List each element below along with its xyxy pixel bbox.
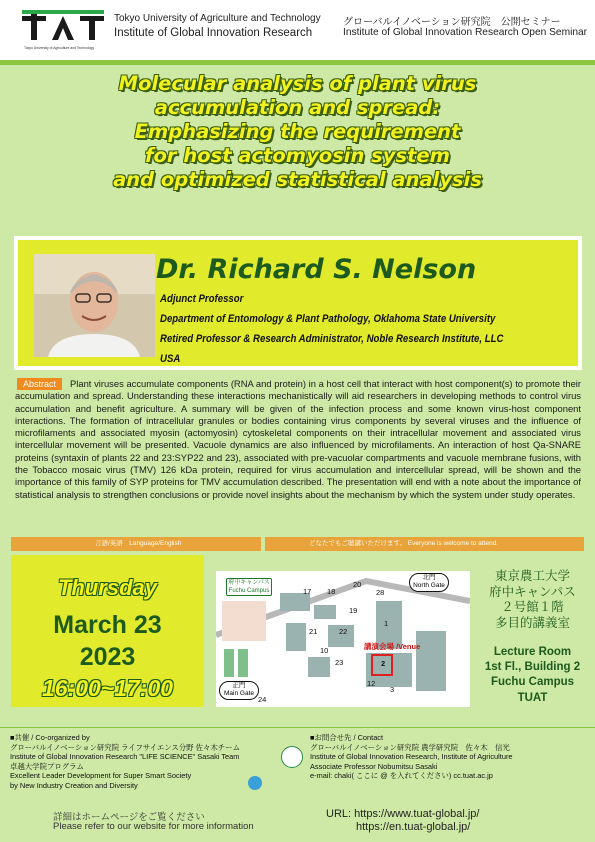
event-year: 2023 <box>79 643 136 671</box>
language-band <box>11 537 261 551</box>
contact-email: e-mail: chaki( ここに @ を入れてください) cc.tuat.ac.jp <box>310 771 493 781</box>
venue-jp-line: ２号館１階 <box>501 600 564 614</box>
building-marker: 10 <box>320 646 329 655</box>
speaker-affiliation <box>160 289 559 369</box>
co-organizers <box>10 733 240 791</box>
north-gate-label <box>409 573 449 592</box>
contact-line: Associate Professor Nobumitsu Sasaki <box>310 761 438 771</box>
building-marker: 23 <box>335 658 344 667</box>
building-marker: 12 <box>367 679 376 688</box>
campus-map <box>216 571 470 707</box>
footer-note-jp: 詳細はホームページをご覧ください <box>53 812 205 823</box>
footer-note-en: Please refer to our website for more information <box>53 821 254 832</box>
language-text: 言語/英語 Language/English <box>95 540 182 547</box>
affiliation-line: Adjunct Professor <box>160 293 244 305</box>
program-logo-icon <box>248 776 262 790</box>
building-marker: 2 <box>381 659 386 668</box>
fuchu-campus-en: Fuchu Campus <box>228 588 270 594</box>
header <box>0 0 595 60</box>
building-marker: 1 <box>384 619 389 628</box>
venue-jp <box>470 569 595 631</box>
institute-name: Institute of Global Innovation Research <box>114 27 313 39</box>
organizer-line: by New Industry Creation and Diversity <box>10 780 138 790</box>
header-divider <box>0 60 595 65</box>
building-marker: 21 <box>309 627 318 636</box>
website-link-en[interactable]: https://en.tuat-global.jp/ <box>356 821 471 833</box>
footer <box>0 805 595 842</box>
title-line: and optimized statistical analysis <box>113 168 482 191</box>
main-gate-en: Main Gate <box>224 690 254 697</box>
fuchu-campus-jp: 府中キャンパス <box>228 580 270 586</box>
speaker-portrait <box>34 254 155 357</box>
tat-logo <box>22 10 104 54</box>
building-marker: 24 <box>258 695 267 704</box>
organizer-line: 卓越大学院プログラム <box>10 761 84 771</box>
footer-divider <box>0 727 595 728</box>
welcome-text: どなたでもご聴講いただけます。 Everyone is welcome to attend. <box>309 540 499 547</box>
venue-jp-line: 府中キャンパス <box>489 584 576 599</box>
speaker-name: Dr. Richard S. Nelson <box>156 254 477 285</box>
venue-label: 講演会場 /Venue <box>364 642 421 651</box>
speaker-box <box>14 236 582 370</box>
building-marker: 28 <box>376 588 385 597</box>
gir-logo-icon <box>281 746 303 768</box>
venue-en-line: Fuchu Campus <box>490 676 575 689</box>
building-marker: 3 <box>390 685 395 694</box>
title-line: for host actomyosin system <box>145 144 450 167</box>
abstract <box>15 378 581 501</box>
affiliation-line: USA <box>160 353 181 365</box>
title-line: Emphasizing the requirement <box>134 120 461 143</box>
contact-heading: ■お問合せ先 / Contact <box>310 733 384 742</box>
north-gate-en: North Gate <box>413 582 445 589</box>
venue-jp-line: 東京農工大学 <box>494 569 570 583</box>
building-marker: 20 <box>353 580 362 589</box>
fuchu-campus-label <box>226 578 272 596</box>
welcome-band <box>265 537 584 551</box>
logo-subtitle: Tokyo University of Agriculture and Technology <box>24 46 95 50</box>
venue-jp-line: 多目的講義室 <box>494 615 570 630</box>
building-marker: 18 <box>327 587 336 596</box>
building-marker: 17 <box>303 587 312 596</box>
co-organizers-heading: ■共催 / Co-organized by <box>10 733 90 742</box>
abstract-label: Abstract <box>17 378 62 390</box>
north-gate-jp: 北門 <box>422 574 436 581</box>
affiliation-line: Department of Entomology & Plant Pathology, Oklahoma State University <box>160 313 496 325</box>
main-gate-jp: 正門 <box>232 682 246 689</box>
event-time: 16:00~17:00 <box>41 675 174 701</box>
venue-en <box>470 645 595 706</box>
university-name: Tokyo University of Agriculture and Technology <box>114 13 321 24</box>
title-line: Molecular analysis of plant virus <box>118 72 477 95</box>
building-marker: 22 <box>339 627 348 636</box>
affiliation-line: Retired Professor & Research Administrator, Noble Research Institute, LLC <box>160 333 504 345</box>
seminar-title-jp: グローバルイノベーション研究院 公開セミナー <box>343 17 561 28</box>
seminar-title-en: Institute of Global Innovation Research Open Seminar <box>343 27 588 38</box>
website-link[interactable]: URL: https://www.tuat-global.jp/ <box>326 808 480 820</box>
event-date: March 23 <box>53 611 162 639</box>
contact-line: Institute of Global Innovation Research, Institute of Agriculture <box>310 752 513 762</box>
venue-en-line: TUAT <box>517 691 548 704</box>
building-marker: 19 <box>349 606 358 615</box>
contact <box>310 733 513 781</box>
main-gate-label <box>219 681 259 700</box>
venue-en-line: Lecture Room <box>493 646 572 658</box>
event-day: Thursday <box>57 575 158 600</box>
speaker-photo <box>34 254 155 357</box>
venue-en-line: 1st Fl., Building 2 <box>484 661 581 674</box>
organizer-line: Excellent Leader Development for Super Smart Society <box>10 771 192 781</box>
title-line: accumulation and spread: <box>154 96 441 119</box>
date-panel <box>11 555 204 707</box>
tat-logo-mark <box>22 10 104 40</box>
contact-line: グローバルイノベーション研究院 農学研究院 佐々木 信光 <box>310 742 510 752</box>
organizer-line: Institute of Global Innovation Research "LIFE SCIENCE" Sasaki Team <box>10 752 240 762</box>
organizer-line: グローバルイノベーション研究院 ライフサイエンス分野 佐々木チーム <box>10 742 240 752</box>
abstract-text: Plant viruses accumulate components (RNA and protein) in a host cell that interact with host component(s) to promote their accumulation and spread. Understanding these interactions mechanistically will aid researchers in developing methods to control virus accumulation and benefit agriculture. A summary will be given of the infection process and some known virus-host component interactions. The formation of intracellular granules or bodies containing virus components by several viruses and the influence of microfilaments and associated myosin (actomyosin) cytoskeletal components on their intracellular movement and associated virus intercellular movement will be presented. Vacuole dynamics are also influenced by microfilaments. An interaction of host Qa-SNARE proteins (syntaxin of plants 22 and 23:SYP22 and 23), associated with pre-vacuolar compartments and vacuole membrane fusions, with the Tobacco mosaic virus (TMV) 126 kDa protein, required for virus accumulation and intercellular spread, will be shown and the importance of this family of SYP proteins for TMV accumulation described. The presentation will end with a note about the importance of statistical analysis to strengthen conclusions or provide novel insights about the mechanism by which the system under study operates. <box>15 378 581 500</box>
talk-title <box>20 72 575 192</box>
